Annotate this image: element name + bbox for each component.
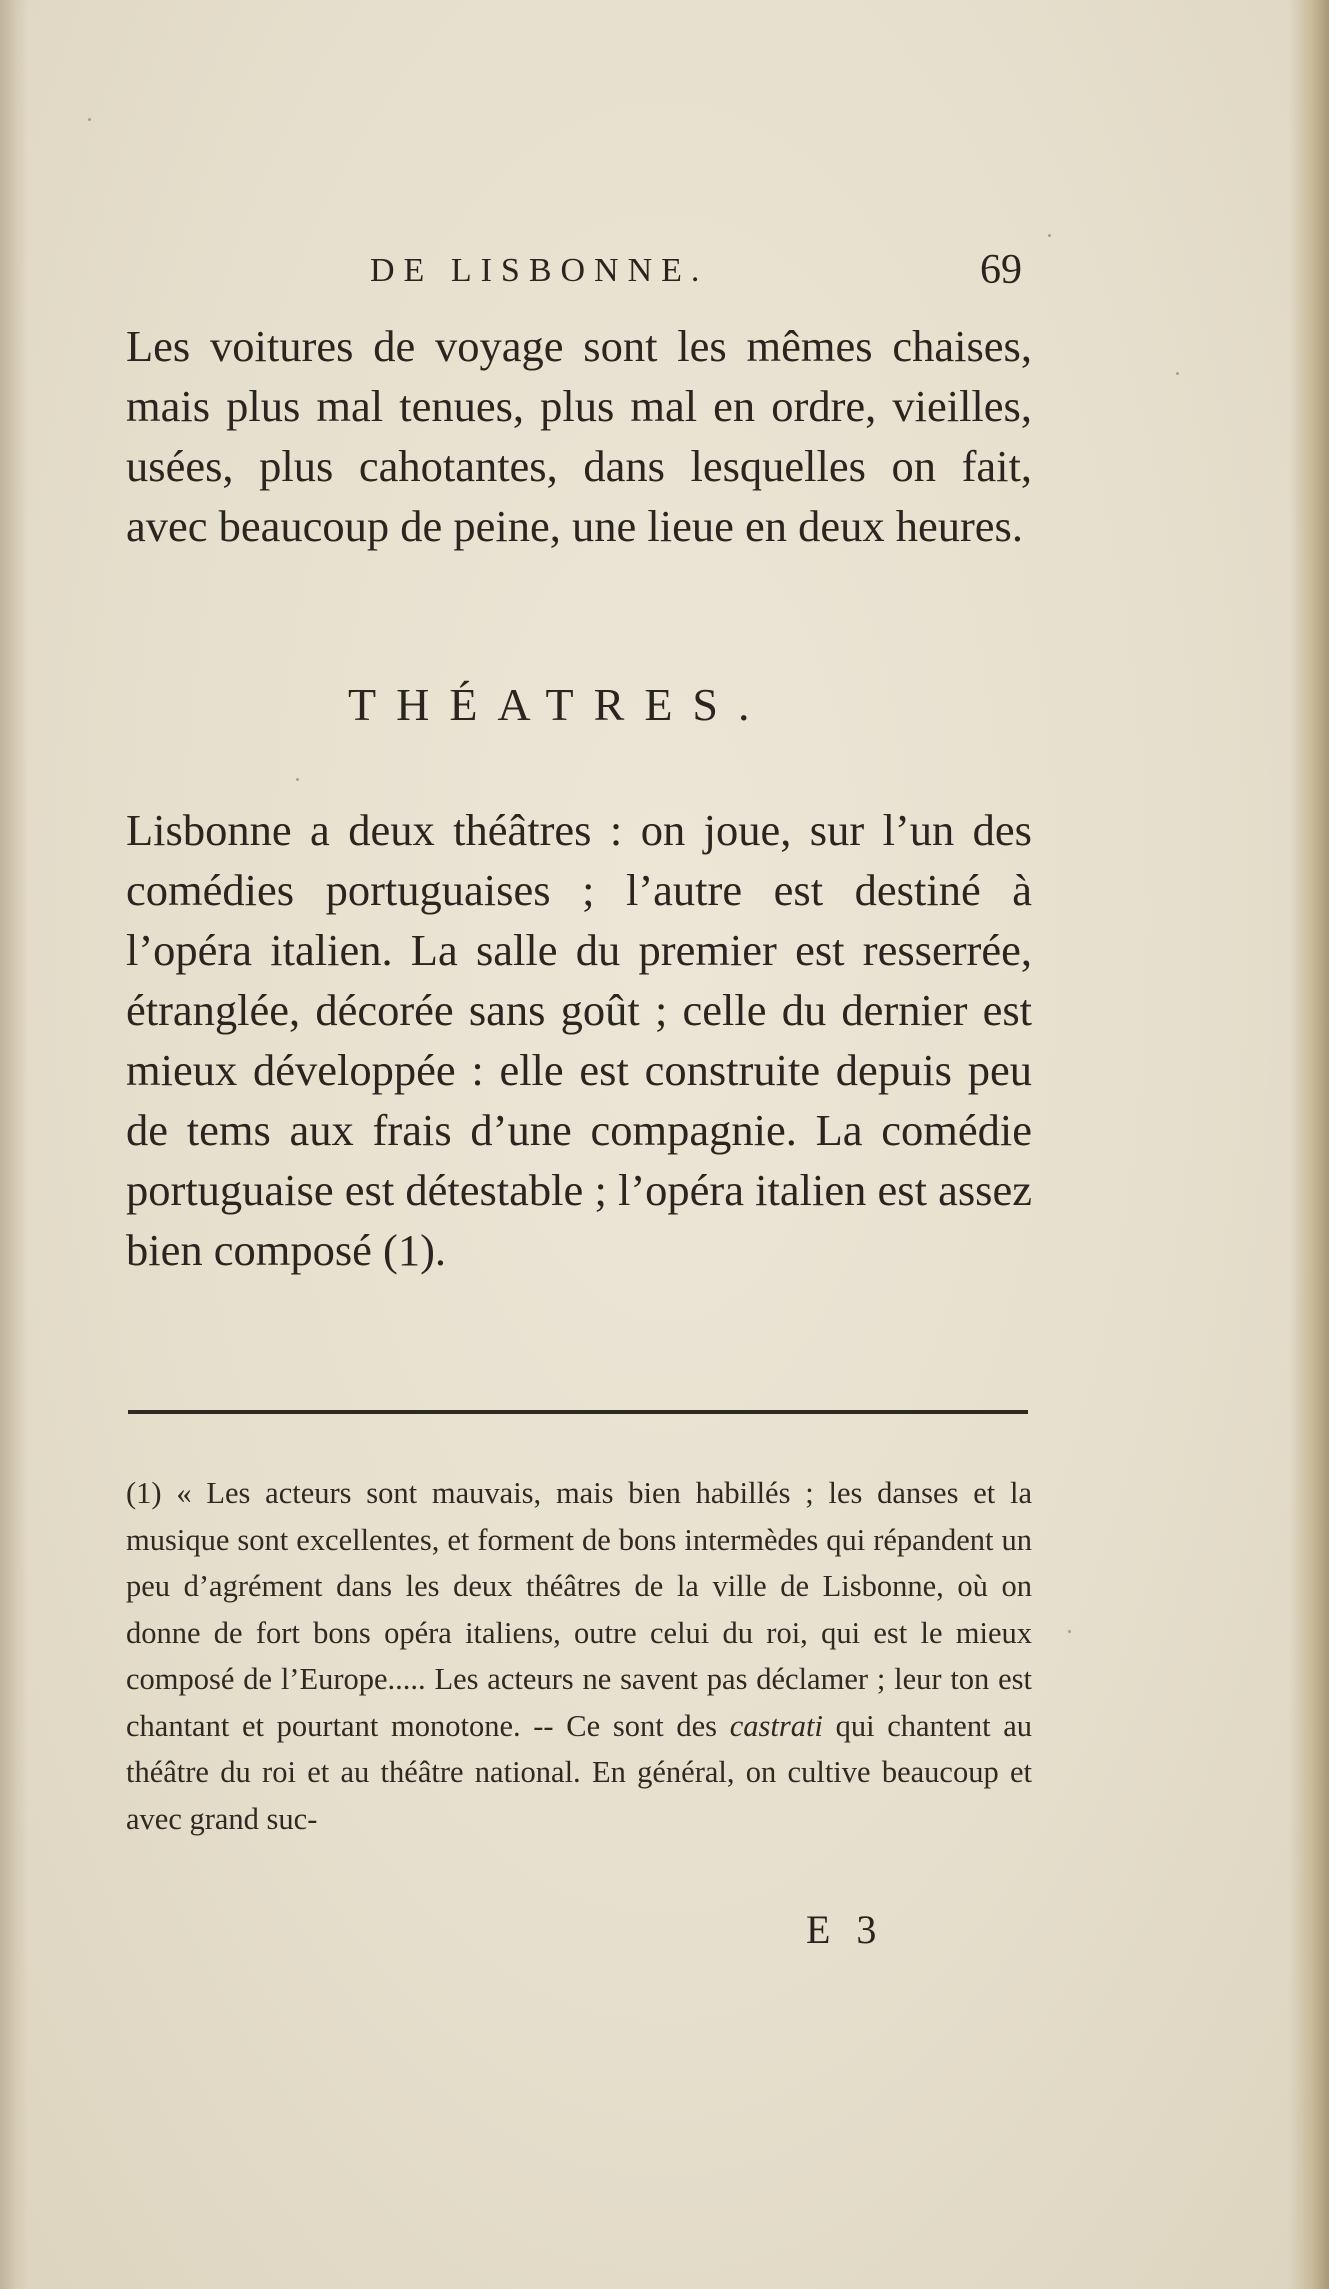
paper-speck xyxy=(1068,1630,1071,1633)
footnote-text-end: qui chantent au théâtre du roi et au théâtre national. En général, on cultive beaucoup et avec grand suc- xyxy=(126,1708,1033,1836)
paragraph-voitures xyxy=(126,316,1032,556)
footnote xyxy=(126,1470,1032,1842)
page-left-edge xyxy=(0,0,28,2289)
page-number: 69 xyxy=(980,247,1022,293)
footnote-rule xyxy=(128,1410,1028,1414)
paper-speck xyxy=(1048,234,1051,237)
paper-speck xyxy=(88,118,91,121)
signature-mark: E 3 xyxy=(806,1907,885,1952)
paragraph-theatres-text: Lisbonne a deux théâtres : on joue, sur l’un des comédies portuguaises ; l’autre est destiné à l’opéra italien. La salle du premier est resserrée, étranglée, décorée sans goût ; celle du dernier est mieux développée : elle est construite depuis peu de tems aux frais d’une compagnie. La comédie portuguaise est détestable ; l’opéra italien est assez bien composé (1). xyxy=(126,805,1032,1275)
section-heading: THÉATRES. xyxy=(348,679,770,730)
paper-speck xyxy=(1176,372,1179,375)
paragraph-theatres xyxy=(126,800,1032,1280)
running-head: DE LISBONNE. xyxy=(370,252,709,289)
footnote-italic-word: castrati xyxy=(729,1708,823,1743)
footnote-text-start: (1) « Les acteurs sont mauvais, mais bien habillés ; les danses et la musique sont excellentes, et forment de bons intermèdes qui répandent un peu d’agrément dans les deux théâtres de la ville de Lisbonne, où on donne de fort bons opéra italiens, outre celui du roi, qui est le mieux composé de l’Europe..... Les acteurs ne savent pas déclamer ; leur ton est chantant et pourtant monotone. -- Ce sont des xyxy=(126,1476,1032,1743)
paragraph-voitures-text: Les voitures de voyage sont les mêmes chaises, mais plus mal tenues, plus mal en ordre, vieilles, usées, plus cahotantes, dans lesquelles on fait, avec beaucoup de peine, une lieue en deux heures. xyxy=(126,321,1032,551)
page-right-edge xyxy=(1289,0,1329,2289)
paper-speck xyxy=(296,778,299,781)
